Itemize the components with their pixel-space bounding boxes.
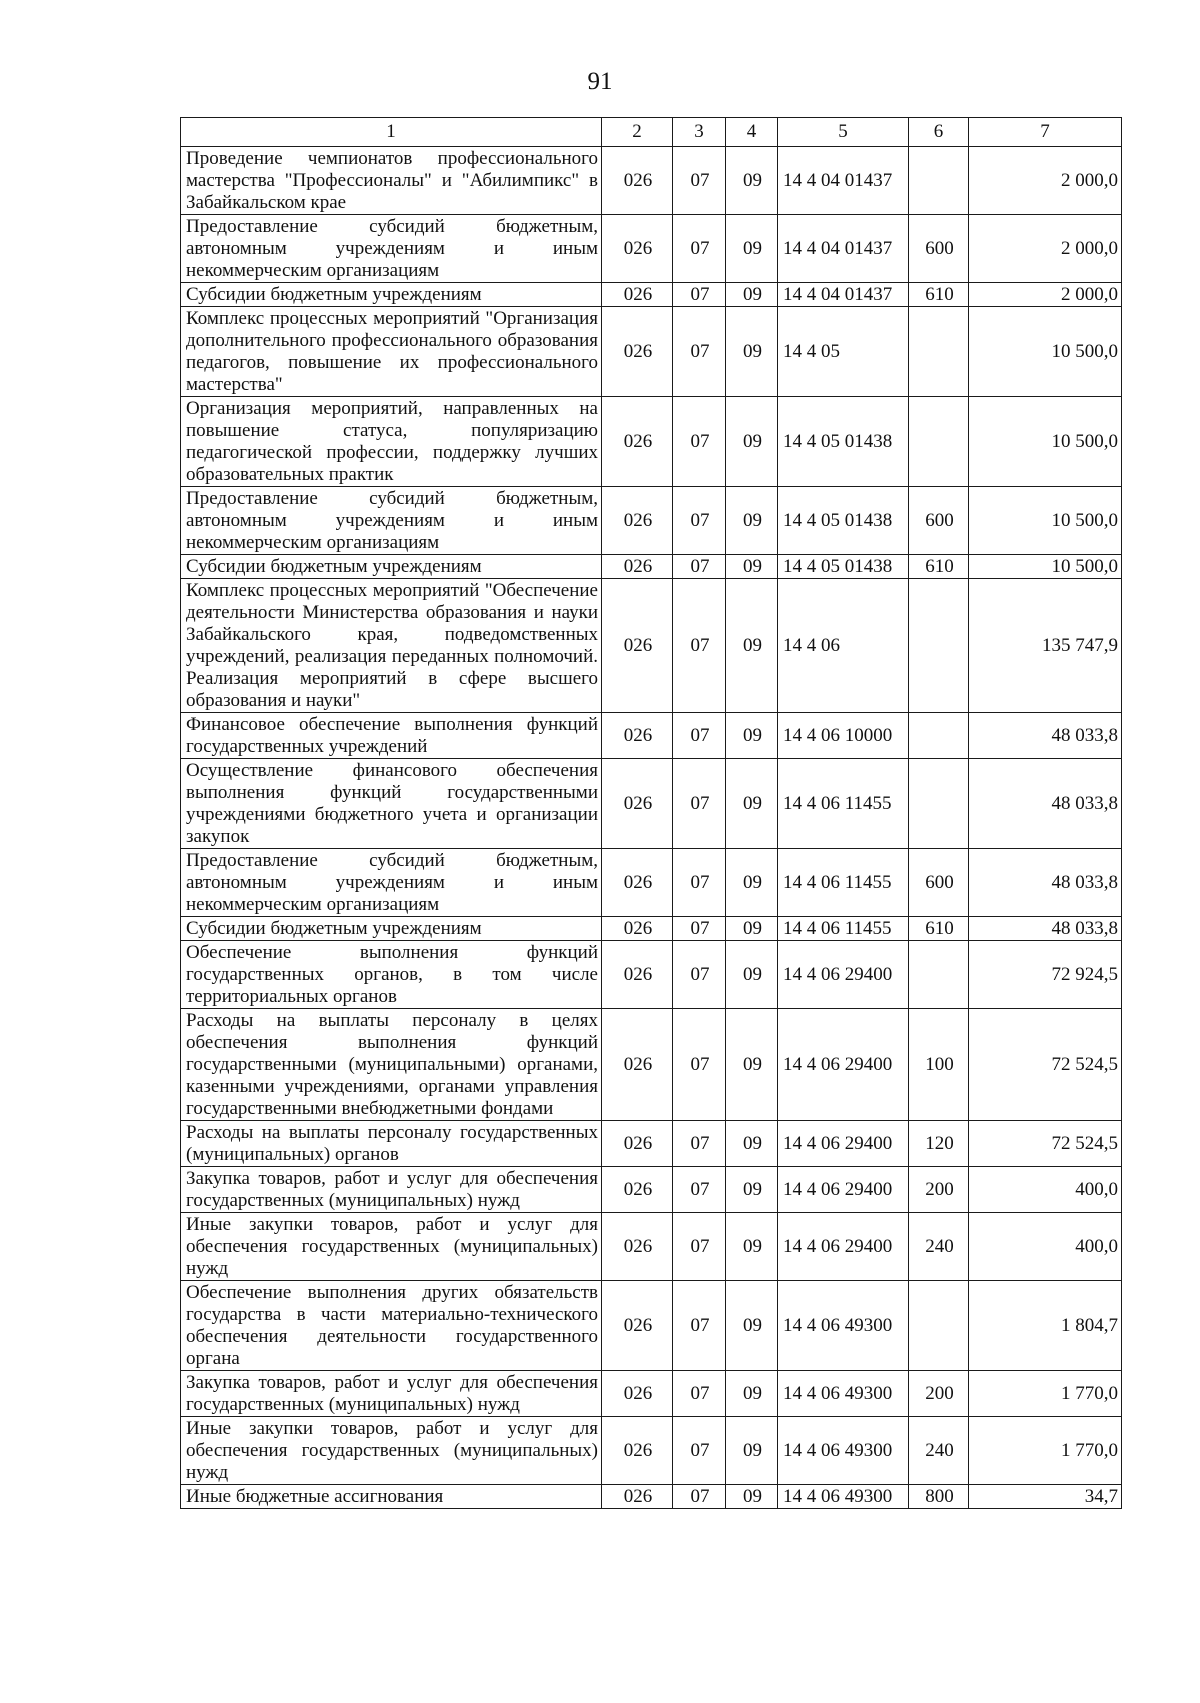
subsection-code-cell: 09	[726, 1121, 778, 1167]
section-code-cell: 07	[673, 917, 726, 941]
ministry-code-cell: 026	[602, 1167, 673, 1213]
budget-table	[180, 117, 1122, 1509]
table-row	[181, 1281, 1122, 1371]
expense-type-cell	[909, 397, 969, 487]
header-cell-amount: 7	[969, 118, 1122, 147]
table-row	[181, 917, 1122, 941]
ministry-code-cell: 026	[602, 579, 673, 713]
subsection-code-cell: 09	[726, 1009, 778, 1121]
expense-type-cell	[909, 713, 969, 759]
subsection-code-cell: 09	[726, 555, 778, 579]
expense-type-cell: 600	[909, 849, 969, 917]
subsection-code-cell: 09	[726, 917, 778, 941]
amount-cell: 72 924,5	[969, 941, 1122, 1009]
section-code-cell: 07	[673, 1417, 726, 1485]
header-cell-subsection: 4	[726, 118, 778, 147]
amount-cell: 10 500,0	[969, 307, 1122, 397]
amount-cell: 48 033,8	[969, 759, 1122, 849]
subsection-code-cell: 09	[726, 307, 778, 397]
section-code-cell: 07	[673, 283, 726, 307]
subsection-code-cell: 09	[726, 1417, 778, 1485]
ministry-code-cell: 026	[602, 307, 673, 397]
table-row	[181, 147, 1122, 215]
ministry-code-cell: 026	[602, 147, 673, 215]
subsection-code-cell: 09	[726, 487, 778, 555]
row-name-cell: Субсидии бюджетным учреждениям	[181, 555, 602, 579]
subsection-code-cell: 09	[726, 1167, 778, 1213]
page-number: 91	[587, 68, 613, 95]
section-code-cell: 07	[673, 1213, 726, 1281]
expense-type-cell	[909, 307, 969, 397]
table-row	[181, 1009, 1122, 1121]
table-row	[181, 849, 1122, 917]
ministry-code-cell: 026	[602, 1417, 673, 1485]
section-code-cell: 07	[673, 1485, 726, 1509]
subsection-code-cell: 09	[726, 1485, 778, 1509]
row-name-cell: Проведение чемпионатов профессионального мастерства "Профессионалы" и "Абилимпикс" в Забайкальском крае	[181, 147, 602, 215]
ministry-code-cell: 026	[602, 1213, 673, 1281]
expense-type-cell: 800	[909, 1485, 969, 1509]
expense-type-cell: 610	[909, 555, 969, 579]
row-name-cell: Субсидии бюджетным учреждениям	[181, 917, 602, 941]
row-name-cell: Обеспечение выполнения функций государственных органов, в том числе территориальных органов	[181, 941, 602, 1009]
subsection-code-cell: 09	[726, 1281, 778, 1371]
ministry-code-cell: 026	[602, 713, 673, 759]
target-article-cell: 14 4 06 29400	[778, 1121, 909, 1167]
row-name-cell: Закупка товаров, работ и услуг для обеспечения государственных (муниципальных) нужд	[181, 1167, 602, 1213]
target-article-cell: 14 4 06	[778, 579, 909, 713]
target-article-cell: 14 4 06 10000	[778, 713, 909, 759]
expense-type-cell	[909, 759, 969, 849]
expense-type-cell: 600	[909, 215, 969, 283]
expense-type-cell	[909, 941, 969, 1009]
ministry-code-cell: 026	[602, 487, 673, 555]
expense-type-cell: 240	[909, 1417, 969, 1485]
amount-cell: 34,7	[969, 1485, 1122, 1509]
target-article-cell: 14 4 06 29400	[778, 1009, 909, 1121]
target-article-cell: 14 4 04 01437	[778, 215, 909, 283]
row-name-cell: Осуществление финансового обеспечения выполнения функций государственными учреждениями бюджетного учета и организации закупок	[181, 759, 602, 849]
amount-cell: 1 770,0	[969, 1417, 1122, 1485]
section-code-cell: 07	[673, 147, 726, 215]
expense-type-cell	[909, 579, 969, 713]
ministry-code-cell: 026	[602, 759, 673, 849]
row-name-cell: Комплекс процессных мероприятий "Организация дополнительного профессионального образования педагогов, повышение их профессионального мастерства"	[181, 307, 602, 397]
table-row	[181, 1167, 1122, 1213]
subsection-code-cell: 09	[726, 215, 778, 283]
ministry-code-cell: 026	[602, 1371, 673, 1417]
row-name-cell: Организация мероприятий, направленных на повышение статуса, популяризацию педагогической профессии, поддержку лучших образовательных практик	[181, 397, 602, 487]
row-name-cell: Иные закупки товаров, работ и услуг для обеспечения государственных (муниципальных) нужд	[181, 1213, 602, 1281]
target-article-cell: 14 4 06 29400	[778, 1167, 909, 1213]
amount-cell: 400,0	[969, 1213, 1122, 1281]
ministry-code-cell: 026	[602, 555, 673, 579]
subsection-code-cell: 09	[726, 849, 778, 917]
amount-cell: 2 000,0	[969, 215, 1122, 283]
table-row	[181, 1485, 1122, 1509]
subsection-code-cell: 09	[726, 759, 778, 849]
row-name-cell: Предоставление субсидий бюджетным, автономным учреждениям и иным некоммерческим организациям	[181, 487, 602, 555]
expense-type-cell: 200	[909, 1167, 969, 1213]
table-row	[181, 215, 1122, 283]
row-name-cell: Иные закупки товаров, работ и услуг для обеспечения государственных (муниципальных) нужд	[181, 1417, 602, 1485]
row-name-cell: Финансовое обеспечение выполнения функций государственных учреждений	[181, 713, 602, 759]
expense-type-cell: 600	[909, 487, 969, 555]
expense-type-cell: 120	[909, 1121, 969, 1167]
table-row	[181, 307, 1122, 397]
ministry-code-cell: 026	[602, 1121, 673, 1167]
amount-cell: 48 033,8	[969, 713, 1122, 759]
header-row	[181, 118, 1122, 147]
target-article-cell: 14 4 05 01438	[778, 555, 909, 579]
subsection-code-cell: 09	[726, 941, 778, 1009]
amount-cell: 72 524,5	[969, 1121, 1122, 1167]
ministry-code-cell: 026	[602, 917, 673, 941]
target-article-cell: 14 4 05 01438	[778, 397, 909, 487]
section-code-cell: 07	[673, 849, 726, 917]
section-code-cell: 07	[673, 1371, 726, 1417]
table-row	[181, 397, 1122, 487]
table-row	[181, 555, 1122, 579]
expense-type-cell: 240	[909, 1213, 969, 1281]
target-article-cell: 14 4 06 49300	[778, 1485, 909, 1509]
section-code-cell: 07	[673, 1281, 726, 1371]
amount-cell: 400,0	[969, 1167, 1122, 1213]
target-article-cell: 14 4 05	[778, 307, 909, 397]
header-cell-section: 3	[673, 118, 726, 147]
header-cell-name: 1	[181, 118, 602, 147]
table-row	[181, 1371, 1122, 1417]
target-article-cell: 14 4 06 11455	[778, 849, 909, 917]
table-row	[181, 1213, 1122, 1281]
table-row	[181, 283, 1122, 307]
target-article-cell: 14 4 04 01437	[778, 283, 909, 307]
amount-cell: 1 804,7	[969, 1281, 1122, 1371]
ministry-code-cell: 026	[602, 1281, 673, 1371]
amount-cell: 10 500,0	[969, 487, 1122, 555]
subsection-code-cell: 09	[726, 1213, 778, 1281]
target-article-cell: 14 4 06 11455	[778, 917, 909, 941]
expense-type-cell: 200	[909, 1371, 969, 1417]
row-name-cell: Обеспечение выполнения других обязательств государства в части материально-технического обеспечения деятельности государственного органа	[181, 1281, 602, 1371]
section-code-cell: 07	[673, 215, 726, 283]
section-code-cell: 07	[673, 1167, 726, 1213]
section-code-cell: 07	[673, 307, 726, 397]
target-article-cell: 14 4 06 29400	[778, 941, 909, 1009]
section-code-cell: 07	[673, 487, 726, 555]
row-name-cell: Комплекс процессных мероприятий "Обеспечение деятельности Министерства образования и науки Забайкальского края, подведомственных учреждений, реализация переданных полномочий. Реализация мероприятий в сфере высшего образования и науки"	[181, 579, 602, 713]
target-article-cell: 14 4 06 11455	[778, 759, 909, 849]
table-row	[181, 713, 1122, 759]
row-name-cell: Расходы на выплаты персоналу государственных (муниципальных) органов	[181, 1121, 602, 1167]
subsection-code-cell: 09	[726, 713, 778, 759]
row-name-cell: Закупка товаров, работ и услуг для обеспечения государственных (муниципальных) нужд	[181, 1371, 602, 1417]
section-code-cell: 07	[673, 941, 726, 1009]
subsection-code-cell: 09	[726, 147, 778, 215]
table-row	[181, 1121, 1122, 1167]
table-row	[181, 759, 1122, 849]
target-article-cell: 14 4 04 01437	[778, 147, 909, 215]
section-code-cell: 07	[673, 1009, 726, 1121]
header-cell-target: 5	[778, 118, 909, 147]
header-cell-ministry: 2	[602, 118, 673, 147]
section-code-cell: 07	[673, 759, 726, 849]
ministry-code-cell: 026	[602, 1009, 673, 1121]
section-code-cell: 07	[673, 555, 726, 579]
section-code-cell: 07	[673, 579, 726, 713]
section-code-cell: 07	[673, 1121, 726, 1167]
expense-type-cell	[909, 1281, 969, 1371]
expense-type-cell: 610	[909, 283, 969, 307]
row-name-cell: Предоставление субсидий бюджетным, автономным учреждениям и иным некоммерческим организациям	[181, 849, 602, 917]
subsection-code-cell: 09	[726, 397, 778, 487]
header-cell-expense-type: 6	[909, 118, 969, 147]
row-name-cell: Предоставление субсидий бюджетным, автономным учреждениям и иным некоммерческим организациям	[181, 215, 602, 283]
ministry-code-cell: 026	[602, 941, 673, 1009]
subsection-code-cell: 09	[726, 579, 778, 713]
amount-cell: 2 000,0	[969, 283, 1122, 307]
ministry-code-cell: 026	[602, 849, 673, 917]
expense-type-cell	[909, 147, 969, 215]
ministry-code-cell: 026	[602, 397, 673, 487]
target-article-cell: 14 4 06 29400	[778, 1213, 909, 1281]
table-row	[181, 1417, 1122, 1485]
amount-cell: 1 770,0	[969, 1371, 1122, 1417]
ministry-code-cell: 026	[602, 215, 673, 283]
section-code-cell: 07	[673, 713, 726, 759]
section-code-cell: 07	[673, 397, 726, 487]
amount-cell: 48 033,8	[969, 917, 1122, 941]
row-name-cell: Расходы на выплаты персоналу в целях обеспечения выполнения функций государственными (муниципальными) органами, казенными учреждениями, органами управления государственными внебюджетными фондами	[181, 1009, 602, 1121]
ministry-code-cell: 026	[602, 283, 673, 307]
table-row	[181, 579, 1122, 713]
amount-cell: 2 000,0	[969, 147, 1122, 215]
subsection-code-cell: 09	[726, 1371, 778, 1417]
target-article-cell: 14 4 06 49300	[778, 1281, 909, 1371]
table-row	[181, 941, 1122, 1009]
amount-cell: 135 747,9	[969, 579, 1122, 713]
table-row	[181, 487, 1122, 555]
subsection-code-cell: 09	[726, 283, 778, 307]
expense-type-cell: 100	[909, 1009, 969, 1121]
amount-cell: 10 500,0	[969, 555, 1122, 579]
target-article-cell: 14 4 06 49300	[778, 1417, 909, 1485]
ministry-code-cell: 026	[602, 1485, 673, 1509]
target-article-cell: 14 4 05 01438	[778, 487, 909, 555]
expense-type-cell: 610	[909, 917, 969, 941]
amount-cell: 48 033,8	[969, 849, 1122, 917]
amount-cell: 72 524,5	[969, 1009, 1122, 1121]
target-article-cell: 14 4 06 49300	[778, 1371, 909, 1417]
table-body	[181, 147, 1122, 1509]
row-name-cell: Иные бюджетные ассигнования	[181, 1485, 602, 1509]
amount-cell: 10 500,0	[969, 397, 1122, 487]
row-name-cell: Субсидии бюджетным учреждениям	[181, 283, 602, 307]
